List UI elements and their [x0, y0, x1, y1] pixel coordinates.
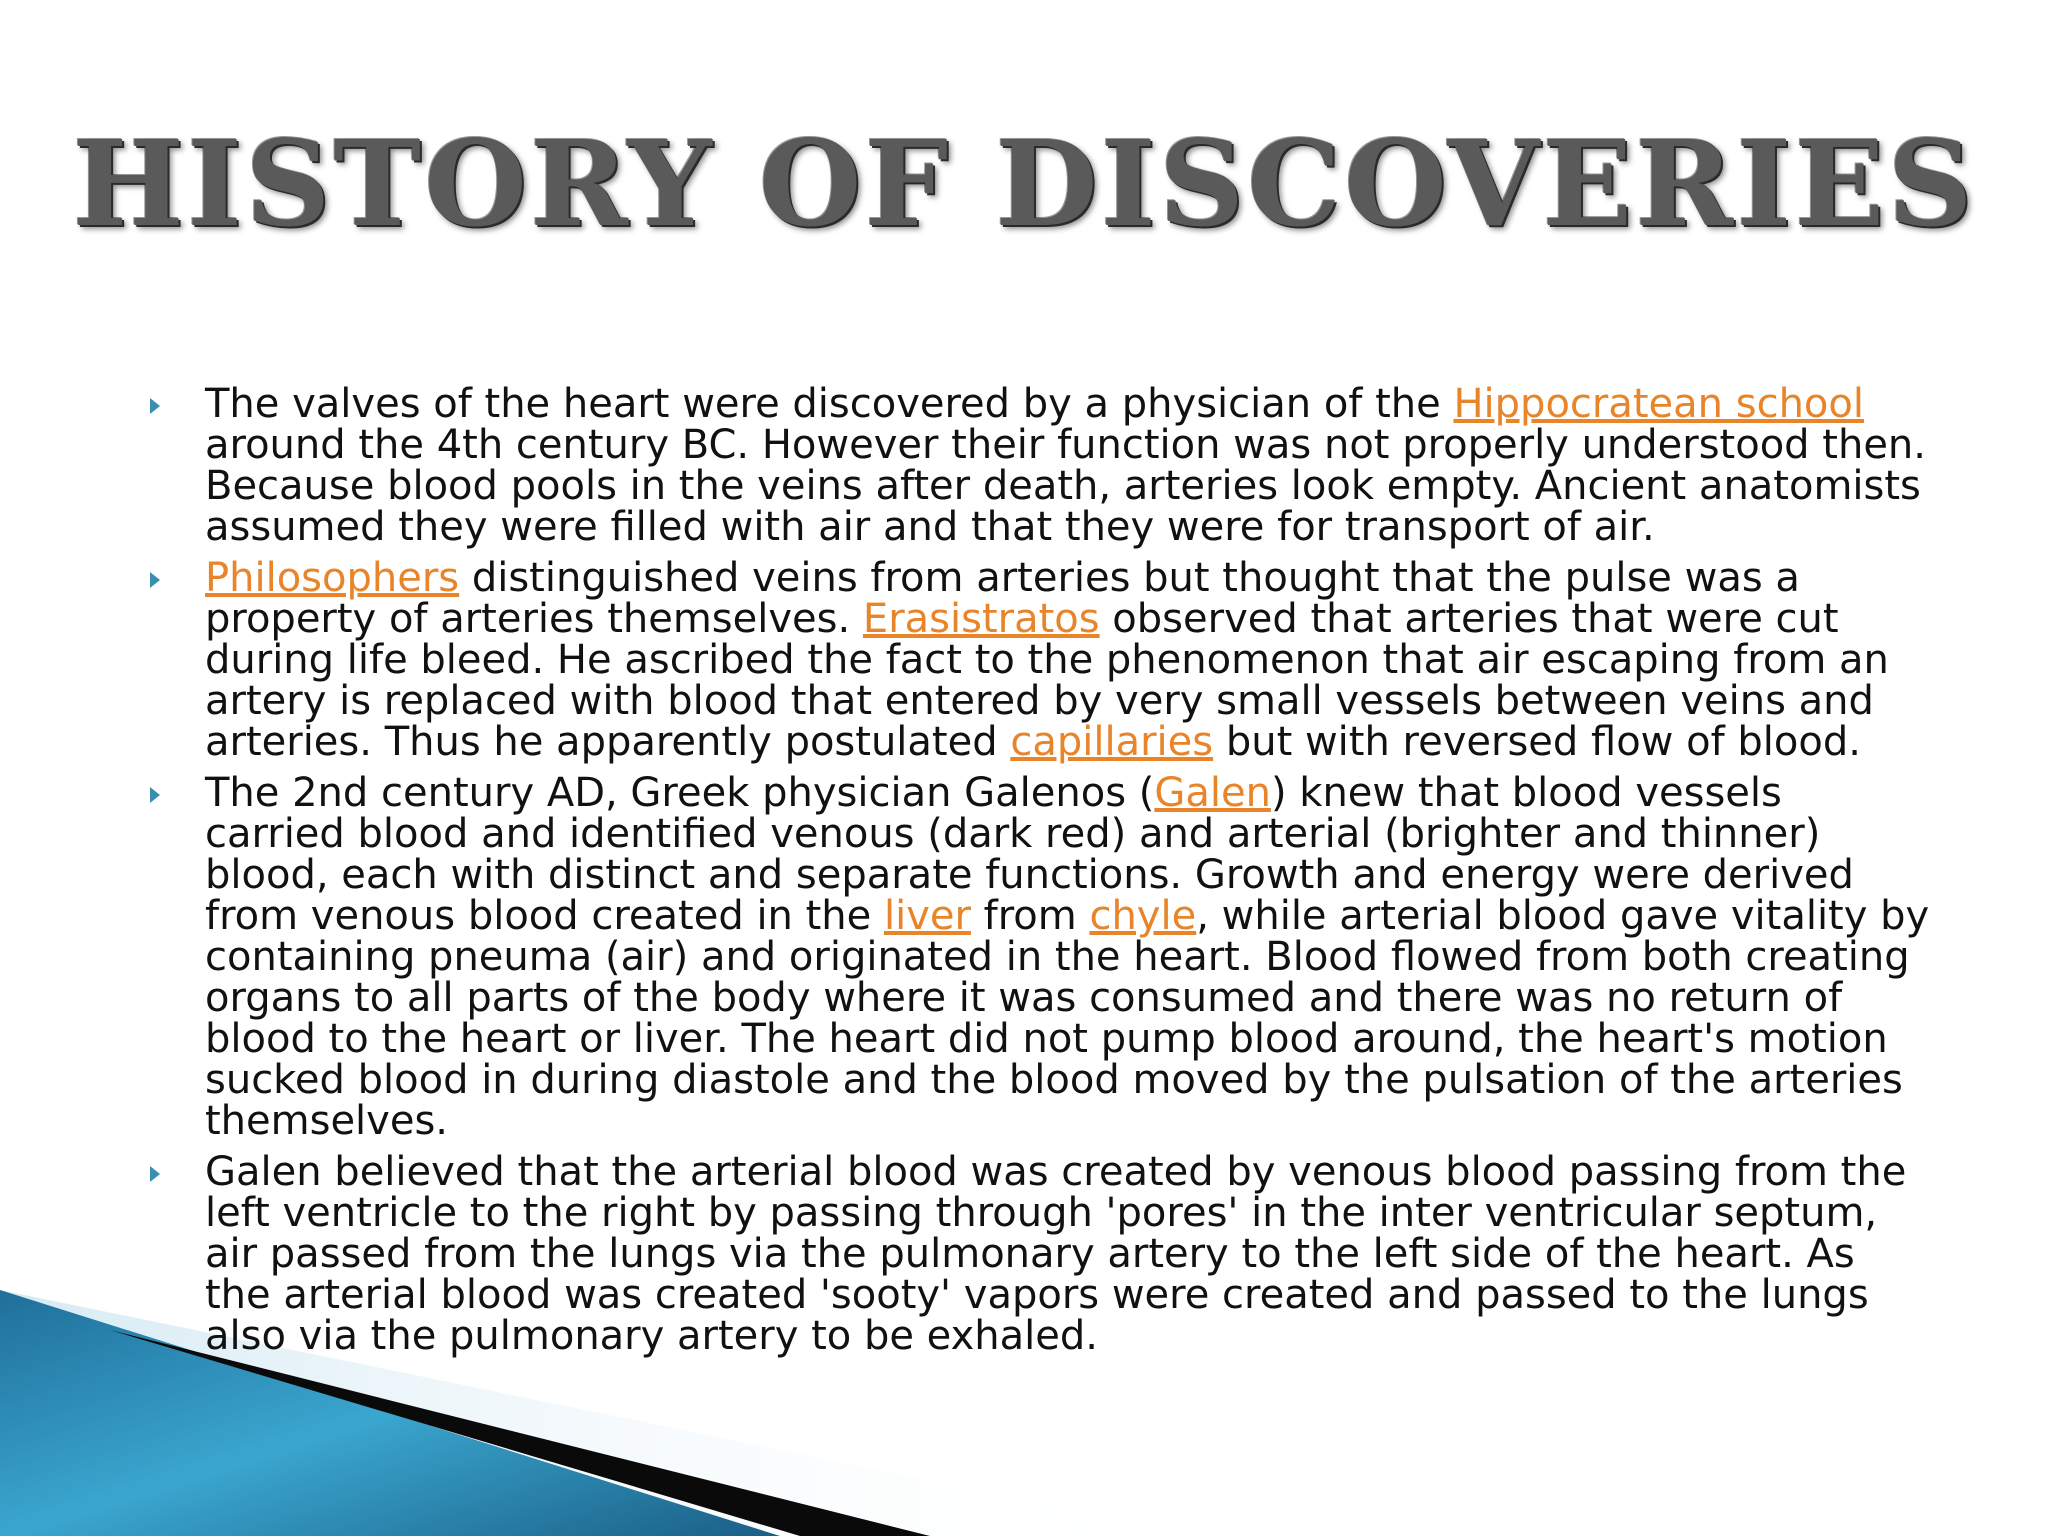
- bullet-text: observed that arteries that were cut during life bleed. He ascribed the fact to the phenomenon that air escaping from an artery is replaced with blood that entered by very small vessels between veins and arteries. Thus he apparently postulated: [205, 596, 1889, 765]
- bullet-text: from: [970, 893, 1090, 939]
- bullet-text: , while arterial blood gave vitality by containing pneuma (air) and originated in the heart. Blood flowed from both creating organs to all parts of the body where it was consumed and there was no return of blood to the heart or liver. The heart did not pump blood around, the heart's motion sucked blood in during diastole and the blood moved by the pulsation of the arteries themselves.: [205, 893, 1930, 1144]
- bullet-arrow-icon: [150, 787, 160, 803]
- bullet-arrow-icon: [150, 572, 160, 588]
- link-galen[interactable]: Galen: [1154, 770, 1271, 816]
- bullet-arrow-icon: [150, 1166, 160, 1182]
- bullet-arrow-icon: [150, 398, 160, 414]
- bullet-text: ) knew that blood vessels carried blood and identified venous (dark red) and arterial (brighter and thinner) blood, each with distinct and separate functions. Growth and energy were derived from venous blood created in the: [205, 770, 1854, 939]
- bullet-list: [150, 381, 1930, 1367]
- list-item: [150, 381, 1930, 550]
- bullet-text: distinguished veins from arteries but thought that the pulse was a property of arteries themselves.: [205, 555, 1800, 642]
- link-philosophers[interactable]: Philosophers: [205, 555, 460, 601]
- list-item: [150, 555, 1930, 765]
- list-item: [150, 1149, 1930, 1359]
- link-chyle[interactable]: chyle: [1089, 893, 1197, 939]
- list-item: [150, 770, 1930, 1144]
- link-liver[interactable]: liver: [883, 893, 971, 939]
- slide-title: HISTORY OF DISCOVERIES: [72, 114, 1976, 253]
- bullet-text: around the 4th century BC. However their function was not properly understood then. Because blood pools in the veins after death, arteries look empty. Ancient anatomists assumed they were filled with air and that they were for transport of air.: [205, 422, 1926, 550]
- bullet-text: but with reversed flow of blood.: [1213, 719, 1861, 765]
- bullet-text: The 2nd century AD, Greek physician Galenos (: [205, 770, 1155, 816]
- bullet-text: The valves of the heart were discovered by a physician of the: [205, 381, 1454, 427]
- link-capillaries[interactable]: capillaries: [1010, 719, 1214, 765]
- bullet-text: Galen believed that the arterial blood was created by venous blood passing from the left ventricle to the right by passing through 'pores' in the inter ventricular septum, air passed from the lungs via the pulmonary artery to the left side of the heart. As the arterial blood was created 'sooty' vapors were created and passed to the lungs also via the pulmonary artery to be exhaled.: [205, 1149, 1907, 1359]
- link-hippocratean-school[interactable]: Hippocratean school: [1453, 381, 1864, 427]
- link-erasistratos[interactable]: Erasistratos: [862, 596, 1100, 642]
